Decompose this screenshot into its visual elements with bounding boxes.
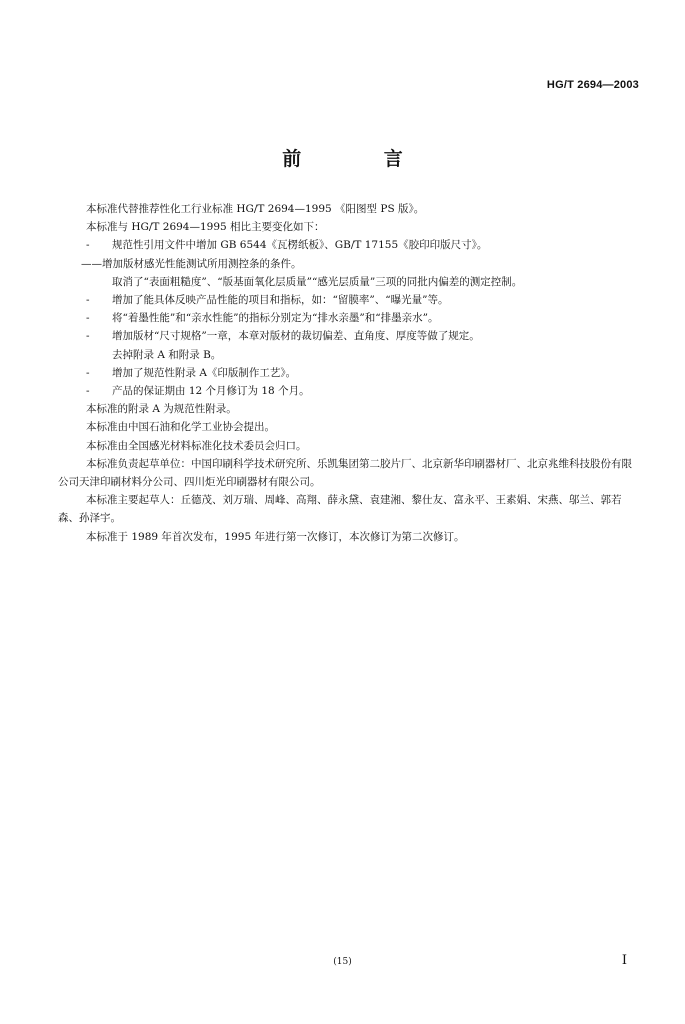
bullet-mark: -: [86, 330, 90, 343]
paragraph-annex: 本标准的附录 A 为规范性附录。: [86, 403, 237, 416]
change-item-text: 规范性引用文件中增加 GB 6544《瓦楞纸板》、GB/T 17155《胶印印版尺寸》。: [112, 239, 488, 252]
change-item-text: 增加版材“尺寸规格”一章，本章对版材的裁切偏差、直角度、厚度等做了规定。: [112, 330, 480, 343]
change-item: [58, 291, 636, 309]
change-item: [58, 309, 636, 327]
change-item-text: 去掉附录 A 和附录 B。: [112, 348, 222, 361]
change-item-text: 将“着墨性能”和“亲水性能”的指标分别定为“排水亲墨”和“排墨亲水”。: [112, 312, 439, 325]
standard-code: HG/T 2694—2003: [546, 79, 639, 91]
footer-page-number: (15): [333, 957, 352, 967]
change-item: ——增加版材感光性能测试所用测控条的条件。: [81, 257, 302, 270]
footer-roman-page: I: [621, 953, 627, 968]
change-item-text: 取消了“表面粗糙度”、“版基面氧化层质量”“感光层质量”三项的同批内偏差的测定控制。: [112, 275, 523, 288]
paragraph-changes-intro: 本标准与 HG/T 2694—1995 相比主要变化如下：: [86, 221, 325, 234]
paragraph-drafters: 本标准主要起草人：丘德茂、刘万瑞、周峰、高翔、薛永黛、袁建湘、黎仕友、富永平、王素娟、宋燕、邬兰、郭若森、孙泽宇。: [58, 494, 622, 525]
preface-body: [58, 200, 636, 546]
paragraph-proposer: 本标准由中国石油和化学工业协会提出。: [86, 421, 275, 434]
bullet-mark: -: [86, 366, 90, 379]
change-item: [58, 236, 636, 254]
change-item: [58, 273, 636, 291]
paragraph-replacement: 本标准代替推荐性化工行业标准 HG/T 2694—1995 《阳图型 PS 版》。: [86, 203, 425, 215]
bullet-mark: -: [86, 312, 90, 325]
change-item: [58, 346, 636, 364]
paragraph-administrator: 本标准由全国感光材料标准化技术委员会归口。: [86, 439, 307, 452]
change-item-text: 产品的保证期由 12 个月修订为 18 个月。: [112, 385, 310, 398]
change-item-text: 增加了能具体反映产品性能的项目和指标，如：“留膜率”、“曝光量”等。: [112, 294, 449, 307]
change-item: [58, 382, 636, 400]
change-item: [58, 327, 636, 345]
change-item-text: 增加了规范性附录 A《印版制作工艺》。: [112, 366, 297, 379]
bullet-mark: -: [86, 294, 90, 307]
change-item: [58, 364, 636, 382]
bullet-mark: -: [86, 385, 90, 398]
bullet-mark: -: [86, 239, 90, 252]
paragraph-history: 本标准于 1989 年首次发布，1995 年进行第一次修订，本次修订为第二次修订。: [86, 530, 465, 543]
page-title: 前 言: [282, 148, 441, 170]
paragraph-drafting-units: 本标准负责起草单位：中国印刷科学技术研究所、乐凯集团第二胶片厂、北京新华印刷器材厂、北京兆维科技股份有限公司天津印刷材料分公司、四川炬光印刷器材有限公司。: [58, 457, 632, 489]
